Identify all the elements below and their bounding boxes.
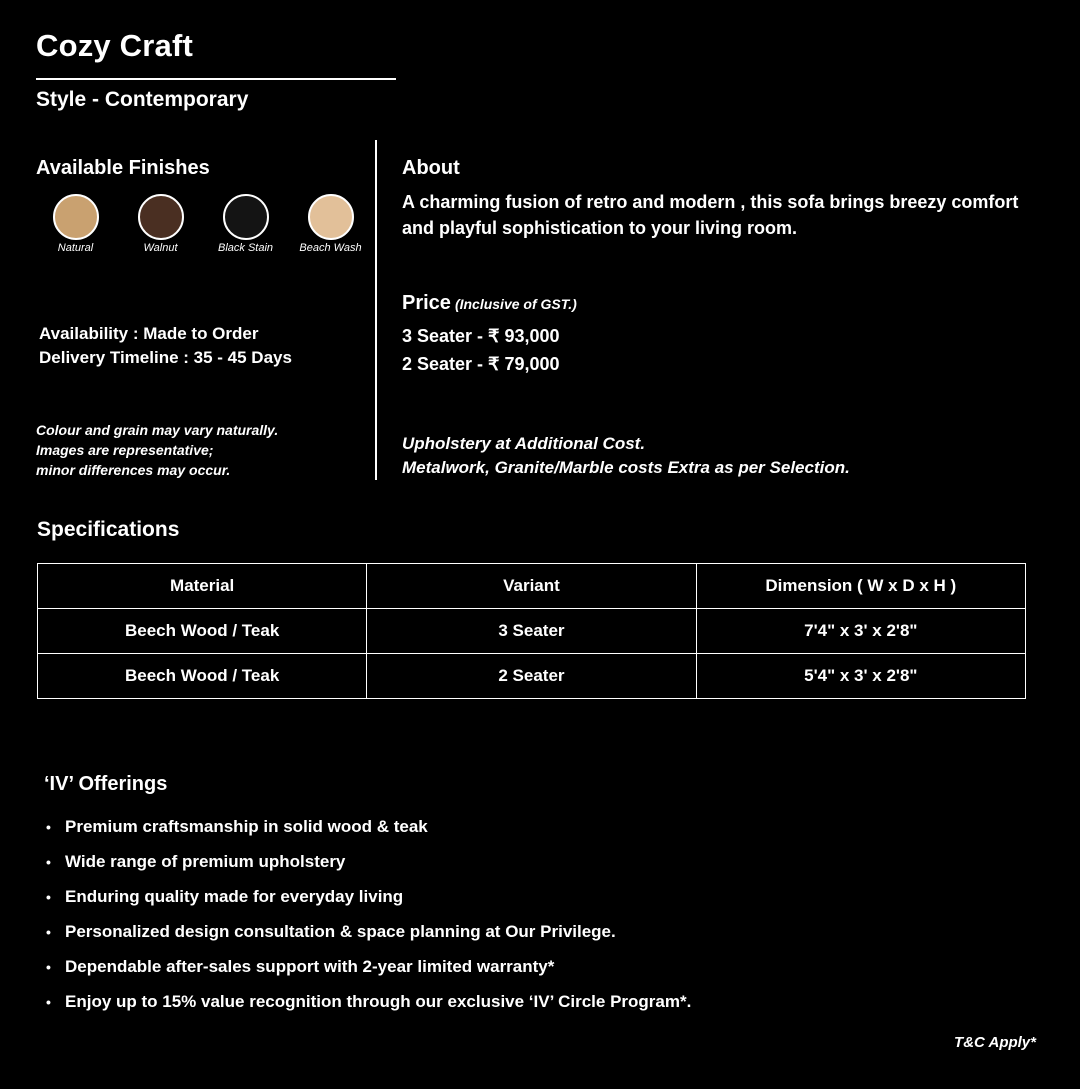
bullet-icon: • [46,959,51,975]
table-row [38,654,1026,699]
finish-label: Natural [57,242,94,254]
disclaimer [36,420,278,480]
table-row [38,609,1026,654]
about-heading: About [402,157,460,179]
cell-dimension: 5'4" x 3' x 2'8" [696,654,1025,699]
bullet-icon: • [46,819,51,835]
price-2-seater: 2 Seater - ₹ 79,000 [402,354,560,374]
list-item [46,917,691,952]
offering-text: Dependable after-sales support with 2-year limited warranty* [65,957,555,976]
finish-black-stain[interactable] [203,194,288,254]
offering-text: Premium craftsmanship in solid wood & teak [65,817,428,836]
offering-text: Enduring quality made for everyday living [65,887,404,906]
finish-label: Beach Wash [299,242,362,254]
price-heading [402,292,577,315]
list-item [46,952,691,987]
about-text: A charming fusion of retro and modern , this sofa brings breezy comfort and playful sophistication to your living room. [402,192,1019,238]
specifications-heading: Specifications [37,518,180,541]
column-header-material: Material [38,564,367,609]
price-3-seater: 3 Seater - ₹ 93,000 [402,326,560,346]
extra-upholstery: Upholstery at Additional Cost. [402,434,646,453]
price-note: (Inclusive of GST.) [454,296,577,312]
finish-walnut[interactable] [118,194,203,254]
style-subtitle: Style - Contemporary [36,88,249,111]
specifications-table [37,563,1026,699]
offering-text: Personalized design consultation & space planning at Our Privilege. [65,922,616,941]
disclaimer-line: minor differences may occur. [36,462,231,478]
list-item [46,987,691,1022]
disclaimer-line: Images are representative; [36,442,214,458]
extra-costs [402,432,850,480]
offering-text: Wide range of premium upholstery [65,852,346,871]
vertical-divider [375,140,377,480]
finish-beach-wash[interactable] [288,194,373,254]
cell-dimension: 7'4" x 3' x 2'8" [696,609,1025,654]
finishes-heading: Available Finishes [36,157,210,179]
page-title: Cozy Craft [36,28,194,63]
finish-label: Black Stain [217,242,274,254]
finish-swatches [33,194,373,254]
column-header-dimension: Dimension ( W x D x H ) [696,564,1025,609]
extra-metalwork: Metalwork, Granite/Marble costs Extra as per Selection. [402,458,850,477]
terms-note: T&C Apply* [954,1034,1036,1051]
price-list [402,322,560,378]
offerings-heading: ‘IV’ Offerings [44,773,168,795]
title-underline [36,78,396,80]
availability-text: Availability : Made to Order [39,324,259,343]
bullet-icon: • [46,854,51,870]
finish-swatch [223,194,269,240]
finish-label: Walnut [143,242,178,254]
finish-swatch [138,194,184,240]
list-item [46,812,691,847]
cell-material: Beech Wood / Teak [38,654,367,699]
disclaimer-line: Colour and grain may vary naturally. [36,422,279,438]
finish-natural[interactable] [33,194,118,254]
list-item [46,847,691,882]
delivery-timeline: Delivery Timeline : 35 - 45 Days [39,348,292,367]
list-item [46,882,691,917]
cell-variant: 3 Seater [367,609,696,654]
finish-swatch [308,194,354,240]
offerings-list [46,812,691,1022]
bullet-icon: • [46,994,51,1010]
bullet-icon: • [46,924,51,940]
finish-swatch [53,194,99,240]
availability-info [39,322,292,370]
price-title: Price [402,292,451,314]
cell-material: Beech Wood / Teak [38,609,367,654]
table-header-row [38,564,1026,609]
cell-variant: 2 Seater [367,654,696,699]
offering-text: Enjoy up to 15% value recognition through our exclusive ‘IV’ Circle Program*. [65,992,692,1011]
column-header-variant: Variant [367,564,696,609]
bullet-icon: • [46,889,51,905]
